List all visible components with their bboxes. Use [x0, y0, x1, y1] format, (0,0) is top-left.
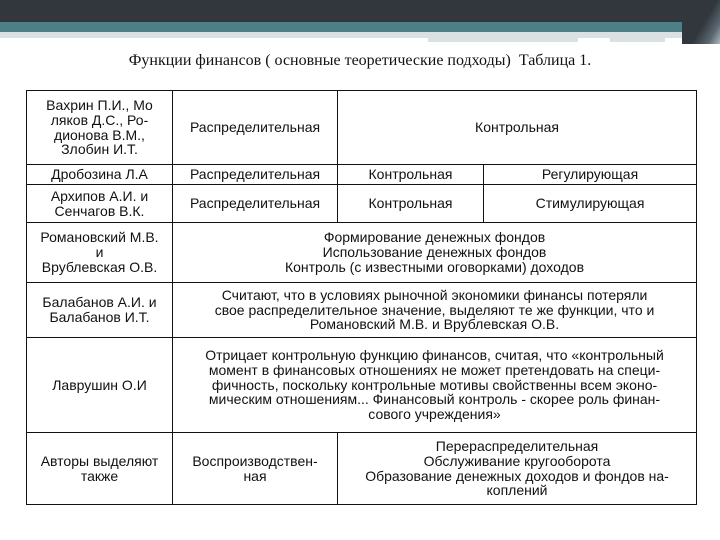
slide-header-bar: [0, 0, 720, 44]
function-cell: Контрольная: [338, 91, 697, 165]
table-row: [27, 433, 697, 505]
authors-cell: Авторы выделяют также: [27, 433, 173, 505]
header-accent-line: [428, 38, 578, 42]
description-cell: Перераспределительная Обслуживание кругооборота Образование денежных доходов и фондов на- коплений: [338, 433, 697, 505]
function-cell: Стимулирующая: [484, 185, 697, 223]
authors-cell: Вахрин П.И., Мо ляков Д.С., Ро- дионова В.М., Злобин И.Т.: [27, 91, 173, 165]
table-row: [27, 185, 697, 223]
description-cell: Считают, что в условиях рыночной экономики финансы потеряли свое распределительное значение, выделяют те же функции, что и Романовский М.В. и Врублевская О.В.: [173, 283, 697, 338]
function-cell: Распределительная: [173, 185, 338, 223]
function-cell: Распределительная: [173, 91, 338, 165]
function-cell: Регулирующая: [484, 165, 697, 185]
description-cell: Отрицает контрольную функцию финансов, считая, что «контрольный момент в финансовых отношениях не может претендовать на специ- фичность, поскольку контрольные мотивы свойственны всем эконо- мическим отношениям... Финансовый контроль - скорее роль финан- сового учреждения»: [173, 338, 697, 433]
slide-title: Функции финансов ( основные теоретические подходы) Таблица 1.: [128, 52, 592, 69]
authors-cell: Балабанов А.И. и Балабанов И.Т.: [27, 283, 173, 338]
description-cell: Формирование денежных фондов Использование денежных фондов Контроль (с известными оговорками) доходов: [173, 223, 697, 283]
header-accent-line-2: [610, 38, 665, 42]
table-row: [27, 338, 697, 433]
function-cell: Контрольная: [338, 185, 484, 223]
header-corner-decoration: [682, 0, 720, 44]
table-row: [27, 165, 697, 185]
header-teal-stripe: [0, 22, 720, 32]
function-cell: Распределительная: [173, 165, 338, 185]
function-cell: Контрольная: [338, 165, 484, 185]
table-row: [27, 91, 697, 165]
functions-table: [26, 90, 697, 505]
table-row: [27, 223, 697, 283]
authors-cell: Романовский М.В. и Врублевская О.В.: [27, 223, 173, 283]
authors-cell: Дробозина Л.А: [27, 165, 173, 185]
function-cell: Воспроизводствен- ная: [173, 433, 338, 505]
table-row: [27, 283, 697, 338]
authors-cell: Архипов А.И. и Сенчагов В.К.: [27, 185, 173, 223]
header-dark-stripe: [0, 0, 720, 22]
authors-cell: Лаврушин О.И: [27, 338, 173, 433]
